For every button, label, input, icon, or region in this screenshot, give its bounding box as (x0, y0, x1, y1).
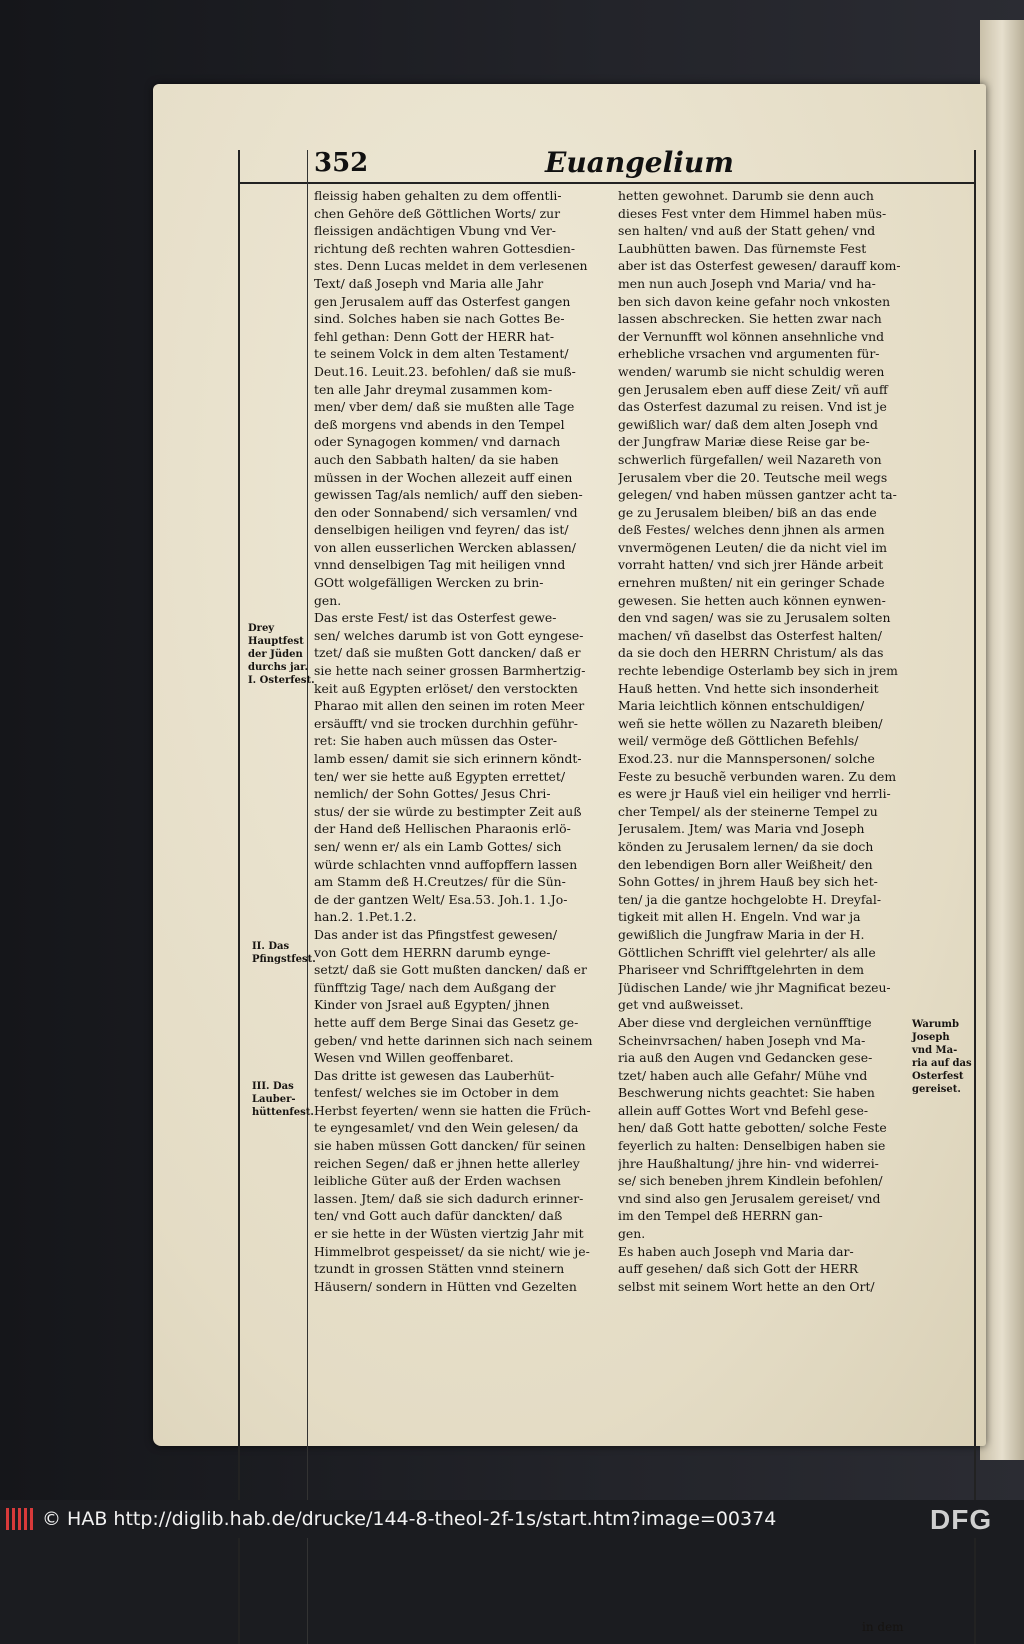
margin-note-line: der Jüden (248, 649, 303, 660)
text-line: weñ sie hette wöllen zu Nazareth bleiben/ (618, 715, 883, 731)
text-line: lassen abschrecken. Sie hetten zwar nach (618, 311, 882, 327)
text-line: Feste zu besuchẽ verbunden waren. Zu dem (618, 768, 897, 784)
text-line: denselbigen heiligen vnd feyren/ das ist/ (314, 522, 569, 538)
text-line: der Jungfraw Mariæ diese Reise gar be- (618, 434, 870, 450)
text-line: leibliche Güter auß der Erden wachsen (314, 1173, 561, 1189)
margin-note-line: vnd Ma- (912, 1045, 958, 1056)
text-line: gewesen. Sie hetten auch können eynwen- (618, 592, 886, 608)
text-line: ret: Sie haben auch müssen das Oster- (314, 733, 558, 749)
text-line: get vnd außweisset. (618, 997, 744, 1013)
text-line: von Gott dem HERRN darumb eynge- (314, 944, 551, 960)
text-line: Exod.23. nur die Mannspersonen/ solche (618, 751, 875, 766)
page-number: 352 (314, 148, 369, 178)
text-line: Kinder von Jsrael auß Egypten/ jhnen (314, 997, 550, 1013)
text-line: da sie doch den HERRN Christum/ als das (618, 645, 884, 661)
header-rule (238, 182, 976, 184)
text-line: ersäufft/ vnd sie trocken durchhin geführ- (314, 715, 578, 731)
catchword: in dem (862, 1620, 904, 1634)
text-line: Es haben auch Joseph vnd Maria dar- (618, 1243, 854, 1259)
text-line: ge zu Jerusalem bleiben/ biß an das ende (618, 504, 877, 520)
text-line: stus/ der sie würde zu bestimpter Zeit auß (314, 803, 582, 819)
text-line: gen Jerusalem auff das Osterfest gangen (314, 293, 571, 309)
margin-divider-rule (307, 150, 308, 1644)
text-line: gewißlich die Jungfraw Maria in der H. (618, 926, 865, 942)
text-line: machen/ vñ daselbst das Osterfest halten/ (618, 627, 882, 643)
text-line: gen. (618, 1226, 646, 1242)
text-line: richtung deß rechten wahren Gottesdien- (314, 240, 576, 256)
copyright-link[interactable]: © HAB http://diglib.hab.de/drucke/144-8-theol-2f-1s/start.htm?image=00374 (42, 1508, 777, 1530)
frame-rule-left (238, 150, 240, 1644)
text-line: Hauß hetten. Vnd hette sich insonderheit (618, 680, 879, 696)
margin-note-line: gereiset. (912, 1084, 961, 1095)
text-line: selbst mit seinem Wort hette an den Ort/ (618, 1278, 875, 1294)
margin-note-line: I. Osterfest. (248, 675, 315, 686)
text-line: er sie hette in der Wüsten viertzig Jahr mit (314, 1226, 584, 1242)
dfg-logo: DFG (930, 1504, 993, 1535)
text-line: Phariseer vnd Schrifftgelehrten in dem (618, 962, 864, 978)
text-line: hetten gewohnet. Darumb sie denn auch (618, 188, 874, 203)
text-line: vorraht hatten/ vnd sich jrer Hände arbeit (618, 557, 884, 573)
text-line: hen/ daß Gott hatte gebotten/ solche Feste (618, 1120, 887, 1136)
text-line: deß Festes/ welches denn jhnen als armen (618, 522, 885, 538)
text-line: der Vernunfft wol können ansehnliche vnd (618, 328, 885, 344)
text-line: feyerlich zu halten: Denselbigen haben sie (618, 1138, 886, 1154)
text-line: sen/ wenn er/ als ein Lamb Gottes/ sich (314, 838, 562, 854)
text-line: ten/ wer sie hette auß Egypten errettet/ (314, 768, 566, 784)
text-line: gen Jerusalem eben auff diese Zeit/ vñ auff (618, 381, 888, 397)
text-line: ten/ ja die gantze hochgelobte H. Dreyfal- (618, 891, 882, 907)
margin-note-hauptfest (248, 622, 315, 687)
text-line: geben/ vnd hette darinnen sich nach seinem (314, 1032, 593, 1048)
margin-note-line: Lauber- (252, 1094, 296, 1105)
text-column-left (314, 187, 612, 1295)
text-line: dieses Fest vnter dem Himmel haben müs- (618, 205, 887, 221)
text-line: den lebendigen Born aller Weißheit/ den (618, 856, 873, 872)
margin-note-line: Osterfest (912, 1071, 964, 1082)
text-line: nemlich/ der Sohn Gottes/ Jesus Chri- (314, 786, 551, 802)
margin-note-line: Pfingstfest. (252, 954, 316, 965)
text-line: lamb essen/ damit sie sich erinnern köndt- (314, 751, 582, 766)
running-head: Euangelium (545, 146, 734, 179)
margin-note-line: Hauptfest (248, 636, 304, 647)
text-line: gelegen/ vnd haben müssen gantzer acht ta- (618, 487, 897, 503)
text-line: müssen in der Wochen allezeit auff einen (314, 469, 573, 485)
margin-note-line: Joseph (912, 1032, 950, 1043)
text-line: ben sich davon keine gefahr noch vnkosten (618, 293, 891, 309)
text-line: sie haben müssen Gott dancken/ für seinen (314, 1138, 586, 1154)
text-line: am Stamm deß H.Creutzes/ für die Sün- (314, 874, 566, 890)
margin-note-line: Warumb (912, 1019, 959, 1030)
text-line: würde schlachten vnnd auffopffern lassen (314, 856, 578, 872)
text-line: reichen Segen/ daß er jhnen hette allerley (314, 1155, 580, 1171)
text-line: Beschwerung nichts geachtet: Sie haben (618, 1085, 875, 1101)
text-line: tzet/ haben auch alle Gefahr/ Mühe vnd (618, 1067, 868, 1083)
text-line: ten/ vnd Gott auch dafür danckten/ daß (314, 1208, 563, 1224)
text-line: Häusern/ sondern in Hütten vnd Gezelten (314, 1278, 577, 1294)
text-line: auch den Sabbath halten/ da sie haben (314, 451, 559, 467)
text-line: fleissigen andächtigen Vbung vnd Ver- (314, 223, 556, 239)
library-icon (6, 1508, 36, 1530)
text-line: vnvermögenen Leuten/ die da nicht viel im (618, 539, 888, 555)
viewer-footer (0, 1500, 1024, 1538)
text-line: vnnd denselbigen Tag mit heiligen vnnd (314, 557, 566, 573)
text-line: deß morgens vnd abends in den Tempel (314, 416, 565, 432)
text-line: stes. Denn Lucas meldet in dem verlesenen (314, 258, 588, 274)
text-line: tzet/ daß sie mußten Gott dancken/ daß er (314, 645, 581, 661)
text-line: Text/ daß Joseph vnd Maria alle Jahr (314, 275, 544, 291)
text-line: im den Tempel deß HERRN gan- (618, 1208, 823, 1224)
margin-note-line: ria auf das (912, 1058, 972, 1069)
text-line: Wesen vnd Willen geoffenbaret. (314, 1050, 514, 1066)
text-line: de der gantzen Welt/ Esa.53. Joh.1. 1.Jo- (314, 891, 568, 907)
text-line: erhebliche vrsachen vnd argumenten für- (618, 346, 880, 362)
margin-note-warumb (912, 1018, 972, 1096)
text-column-right (618, 187, 908, 1295)
margin-note-pfingstfest (252, 940, 316, 966)
text-line: es were jr Hauß viel ein heiliger vnd herrli- (618, 786, 891, 802)
text-line: setzt/ daß sie Gott mußten dancken/ daß er (314, 962, 587, 978)
text-line: das Osterfest dazumal zu reisen. Vnd ist je (618, 399, 887, 415)
text-line: han.2. 1.Pet.1.2. (314, 909, 417, 925)
margin-note-line: durchs jar. (248, 662, 308, 673)
text-line: ten alle Jahr dreymal zusammen kom- (314, 381, 553, 397)
text-line: Himmelbrot gespeisset/ da sie nicht/ wie je- (314, 1243, 590, 1259)
text-line: wenden/ warumb sie nicht schuldig weren (618, 363, 885, 379)
text-line: jhre Haußhaltung/ jhre hin- vnd widerrei- (618, 1155, 879, 1171)
text-line: Deut.16. Leuit.23. befohlen/ daß sie muß- (314, 363, 576, 379)
text-line: fehl gethan: Denn Gott der HERR hat- (314, 328, 555, 344)
text-line: aber ist das Osterfest gewesen/ darauff kom- (618, 258, 901, 274)
text-line: tenfest/ welches sie im October in dem (314, 1085, 559, 1101)
text-line: Pharao mit allen den seinen im roten Meer (314, 698, 585, 714)
text-line: Herbst feyerten/ wenn sie hatten die Früch- (314, 1102, 591, 1118)
text-line: fleissig haben gehalten zu dem offentli- (314, 188, 562, 203)
text-line: Göttlichen Schrifft viel gelehrter/ als alle (618, 944, 876, 960)
text-line: sie hette nach seiner grossen Barmhertzig- (314, 663, 586, 679)
text-line: chen Gehöre deß Göttlichen Worts/ zur (314, 205, 561, 221)
text-line: schwerlich fürgefallen/ weil Nazareth von (618, 451, 882, 467)
text-line: Laubhütten bawen. Das fürnemste Fest (618, 240, 867, 256)
text-line: Jüdischen Lande/ wie jhr Magnificat bezeu- (618, 979, 891, 995)
text-line: Maria leichtlich können entschuldigen/ (618, 698, 865, 714)
text-line: lassen. Jtem/ daß sie sich dadurch erinner- (314, 1190, 584, 1206)
text-line: te seinem Volck in dem alten Testament/ (314, 346, 569, 362)
text-line: Jerusalem vber die 20. Teutsche meil wegs (618, 469, 888, 485)
text-line: cher Tempel/ als der steinerne Tempel zu (618, 803, 878, 819)
text-line: Sohn Gottes/ in jhrem Hauß bey sich het- (618, 874, 878, 890)
text-line: se/ sich beneben jhrem Kindlein befohlen/ (618, 1173, 883, 1189)
text-line: gewißlich war/ daß dem alten Joseph vnd (618, 416, 878, 432)
text-line: Das erste Fest/ ist das Osterfest gewe- (314, 610, 557, 626)
text-line: sen halten/ vnd auß der Statt gehen/ vnd (618, 223, 876, 239)
text-line: ernehren mußten/ nit ein geringer Schade (618, 575, 885, 591)
text-line: Jerusalem. Jtem/ was Maria vnd Joseph (618, 821, 865, 837)
text-line: hette auff dem Berge Sinai das Gesetz ge- (314, 1014, 579, 1030)
text-line: GOtt wolgefälligen Wercken zu brin- (314, 575, 544, 591)
text-line: gen. (314, 592, 342, 608)
text-line: den vnd sagen/ was sie zu Jerusalem solten (618, 610, 891, 626)
margin-note-line: Drey (248, 623, 275, 634)
text-line: vnd sind also gen Jerusalem gereiset/ vnd (618, 1190, 881, 1206)
text-line: Scheinvrsachen/ haben Joseph vnd Ma- (618, 1032, 866, 1048)
text-line: Aber diese vnd dergleichen vernünfftige (618, 1014, 872, 1030)
text-line: könden zu Jerusalem lernen/ da sie doch (618, 838, 874, 854)
text-line: oder Synagogen kommen/ vnd darnach (314, 434, 561, 450)
text-line: sen/ welches darumb ist von Gott eyngese- (314, 627, 584, 643)
text-line: fünfftzig Tage/ nach dem Außgang der (314, 979, 556, 995)
text-line: Das ander ist das Pfingstfest gewesen/ (314, 926, 558, 942)
text-line: ria auß den Augen vnd Gedancken gese- (618, 1050, 873, 1066)
margin-note-lauberhuettenfest (252, 1080, 314, 1119)
margin-note-line: hüttenfest. (252, 1107, 314, 1118)
text-line: men/ vber dem/ daß sie mußten alle Tage (314, 399, 575, 415)
next-page-edge (980, 20, 1024, 1460)
margin-note-line: III. Das (252, 1081, 294, 1092)
text-line: Das dritte ist gewesen das Lauberhüt- (314, 1067, 555, 1083)
text-line: tzundt in grossen Stätten vnnd steinern (314, 1261, 565, 1277)
text-line: men nun auch Joseph vnd Maria/ vnd ha- (618, 275, 876, 291)
text-line: te eyngesamlet/ vnd den Wein gelesen/ da (314, 1120, 579, 1136)
text-line: der Hand deß Hellischen Pharaonis erlö- (314, 821, 571, 837)
margin-note-line: II. Das (252, 941, 290, 952)
text-line: von allen eusserlichen Wercken ablassen/ (314, 539, 576, 555)
text-line: allein auff Gottes Wort vnd Befehl gese- (618, 1102, 869, 1118)
text-line: den oder Sonnabend/ sich versamlen/ vnd (314, 504, 578, 520)
frame-rule-right (974, 150, 976, 1644)
text-line: auff gesehen/ daß sich Gott der HERR (618, 1261, 859, 1277)
text-line: weil/ vermöge deß Göttlichen Befehls/ (618, 733, 859, 749)
text-line: rechte lebendige Osterlamb bey sich in jrem (618, 663, 898, 679)
text-line: sind. Solches haben sie nach Gottes Be- (314, 311, 565, 327)
text-line: tigkeit mit allen H. Engeln. Vnd war ja (618, 909, 861, 925)
text-line: gewissen Tag/als nemlich/ auff den sieben- (314, 487, 583, 503)
text-line: keit auß Egypten erlöset/ den verstockten (314, 680, 578, 696)
